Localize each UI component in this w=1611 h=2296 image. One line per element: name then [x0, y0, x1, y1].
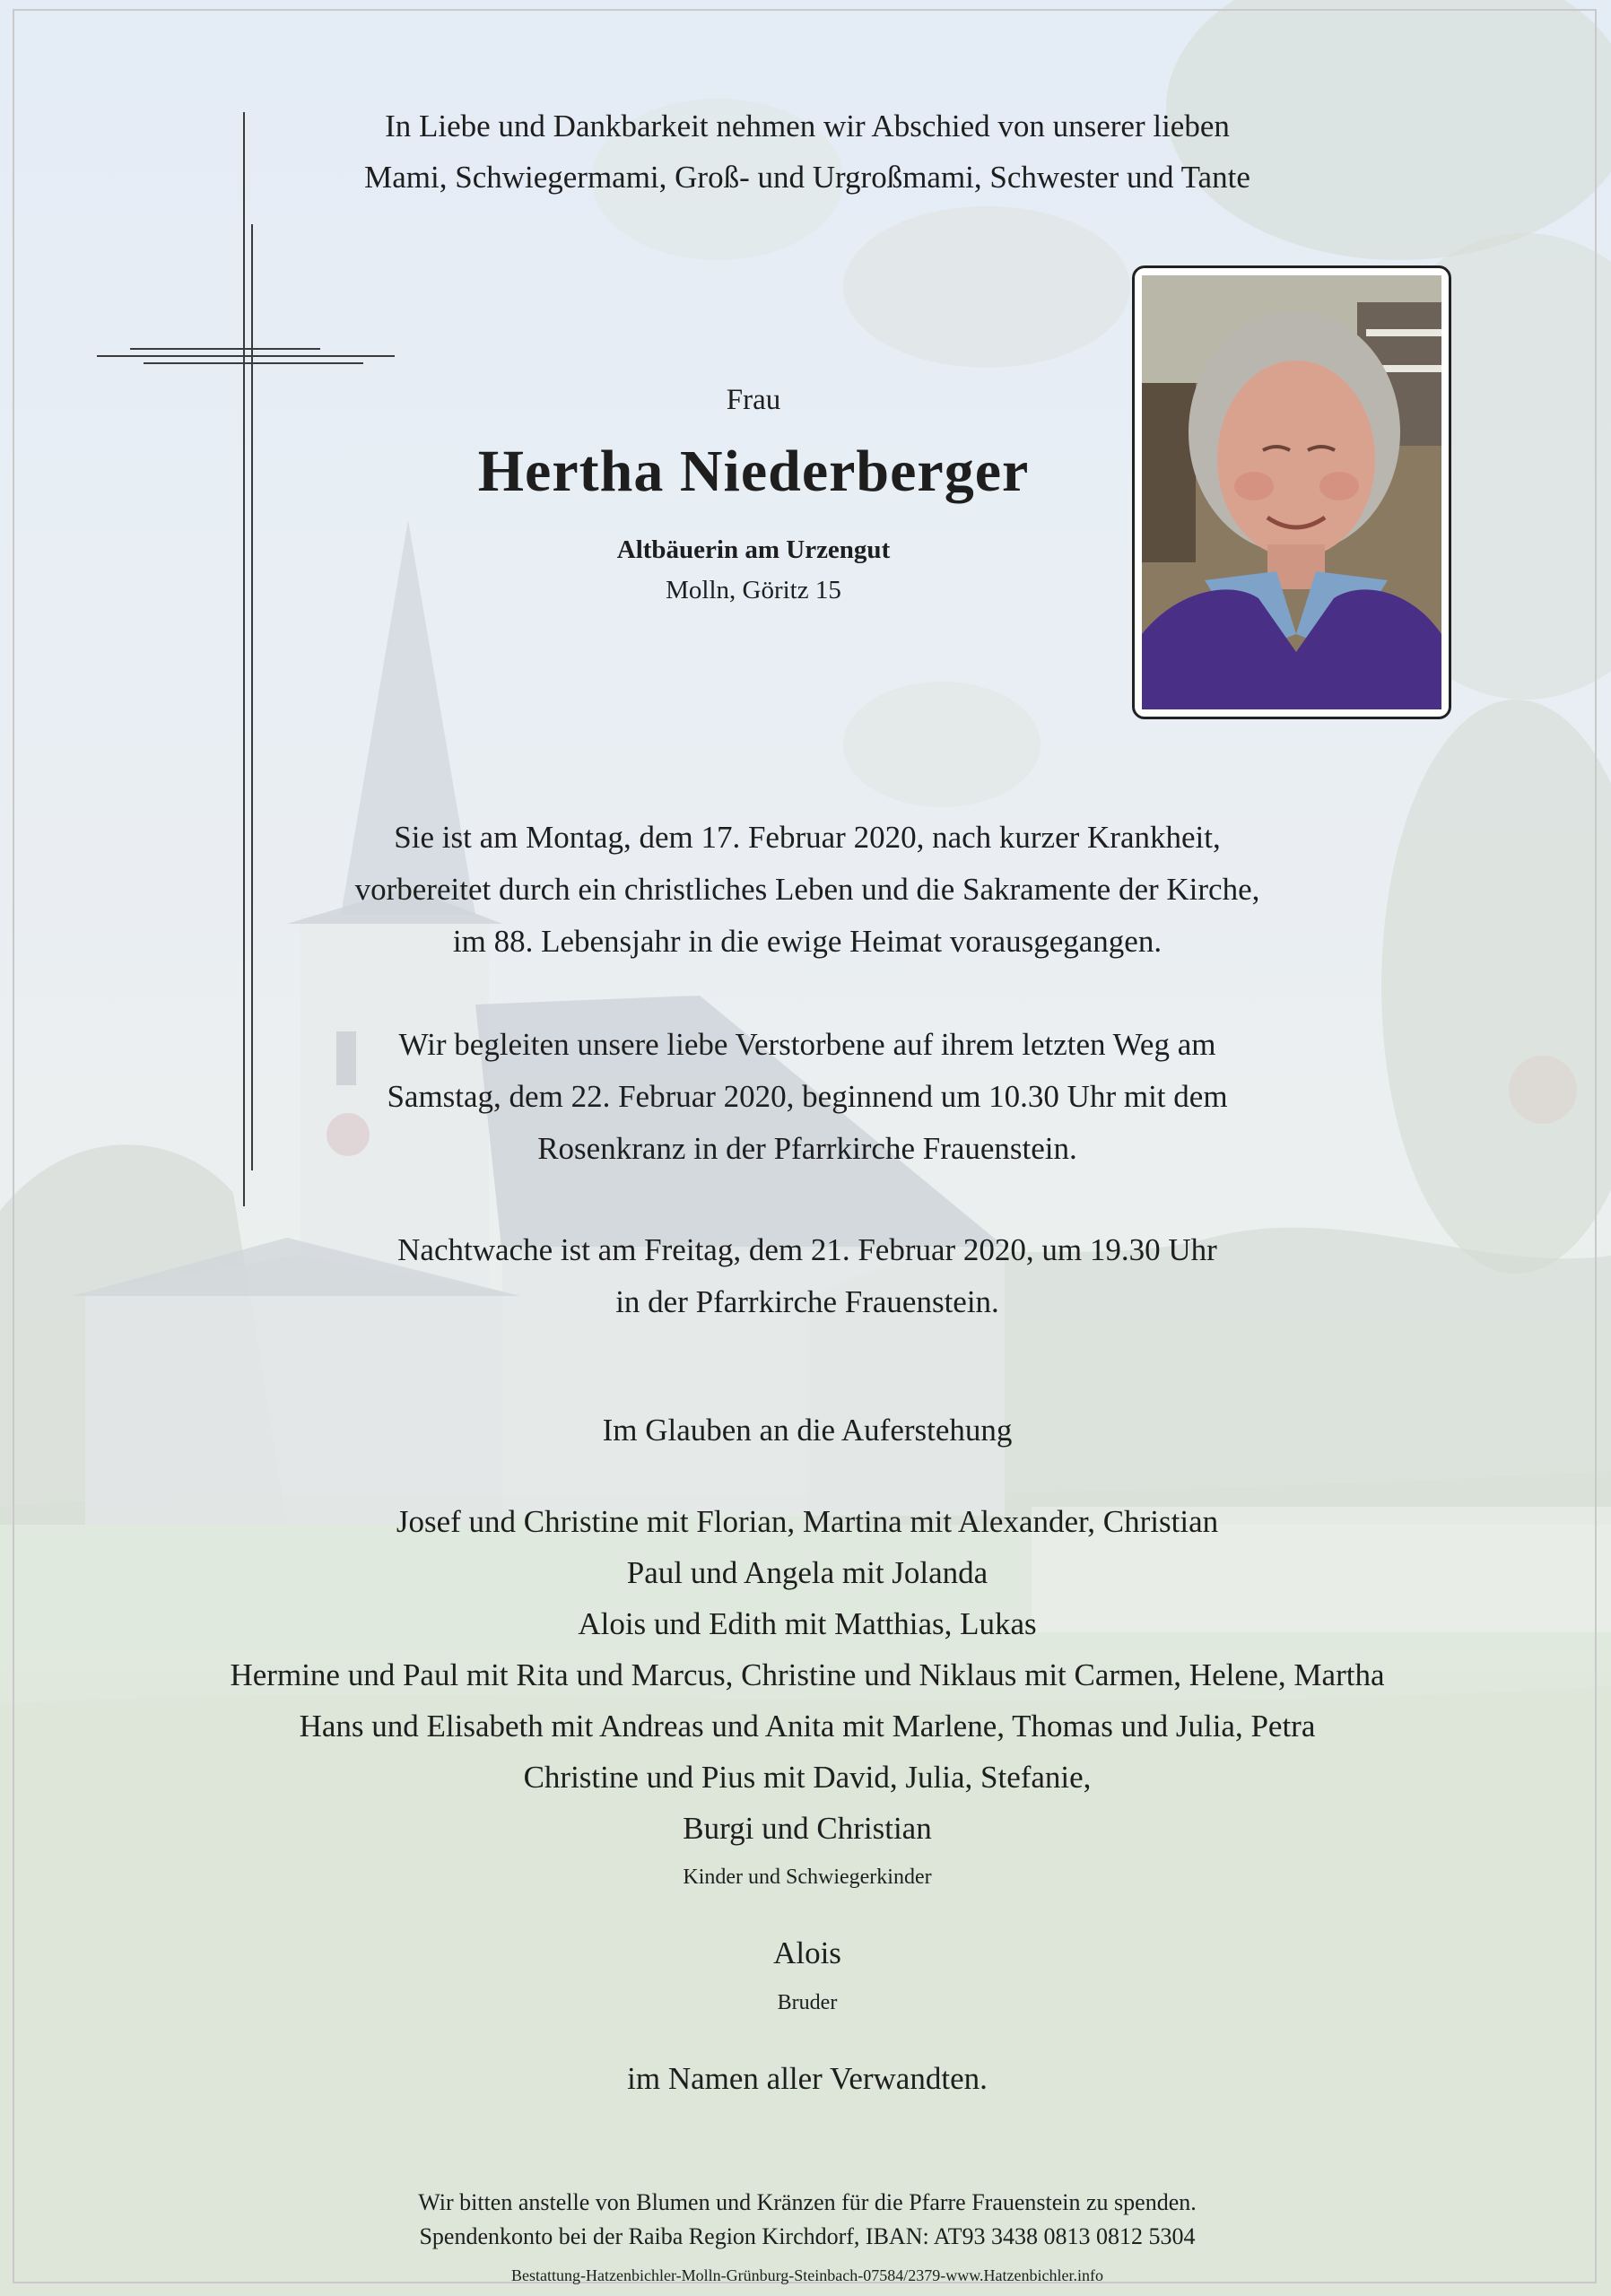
- brother-name: Alois: [773, 1935, 841, 1970]
- closing-line: im Namen aller Verwandten.: [627, 2061, 988, 2096]
- donation-line-2: Spendenkonto bei der Raiba Region Kirchdorf, IBAN: AT93 3438 0813 0812 5304: [419, 2223, 1196, 2249]
- funeral-line-2: Samstag, dem 22. Februar 2020, beginnend um 10.30 Uhr mit dem: [387, 1079, 1228, 1114]
- passing-line-3: im 88. Lebensjahr in die ewige Heimat vorausgegangen.: [452, 924, 1163, 959]
- intro-line-2: Mami, Schwiegermami, Groß- und Urgroßmami, Schwester und Tante: [364, 160, 1250, 195]
- intro-text: [135, 100, 1480, 203]
- funeral-home-credit: Bestattung-Hatzenbichler-Molln-Grünburg-Steinbach-07584/2379-www.Hatzenbichler.info: [511, 2266, 1103, 2284]
- funeral-line-3: Rosenkranz in der Pfarrkirche Frauenstein.: [537, 1131, 1077, 1166]
- mourner-line: Paul und Angela mit Jolanda: [626, 1555, 988, 1590]
- portrait-photo: [1132, 265, 1451, 719]
- deceased-address: Molln, Göritz 15: [666, 576, 841, 604]
- brother-relation: Bruder: [777, 1991, 838, 2014]
- funeral-line-1: Wir begleiten unsere liebe Verstorbene auf ihrem letzten Weg am: [398, 1027, 1216, 1062]
- mourner-line: Burgi und Christian: [683, 1811, 932, 1846]
- deceased-name: Hertha Niederberger: [477, 439, 1030, 504]
- vigil-line-1: Nachtwache ist am Freitag, dem 21. Februar 2020, um 19.30 Uhr: [397, 1232, 1217, 1267]
- donation-request: [179, 2186, 1435, 2254]
- mourners-list: [90, 1496, 1525, 1854]
- funeral-details: [269, 1019, 1345, 1175]
- vigil-line-2: in der Pfarrkirche Frauenstein.: [615, 1284, 999, 1319]
- belief-statement: Im Glauben an die Auferstehung: [602, 1413, 1013, 1448]
- deceased-role: Altbäuerin am Urzengut: [616, 535, 891, 564]
- salutation: Frau: [726, 384, 781, 416]
- donation-line-1: Wir bitten anstelle von Blumen und Kränzen für die Pfarre Frauenstein zu spenden.: [418, 2189, 1197, 2215]
- mourner-line: Josef und Christine mit Florian, Martina mit Alexander, Christian: [396, 1504, 1219, 1539]
- mourner-line: Alois und Edith mit Matthias, Lukas: [578, 1606, 1037, 1641]
- intro-line-1: In Liebe und Dankbarkeit nehmen wir Abschied von unserer lieben: [385, 109, 1230, 144]
- children-relation: Kinder und Schwiegerkinder: [683, 1866, 932, 1889]
- vigil-details: [269, 1224, 1345, 1328]
- passing-announcement: [269, 812, 1345, 968]
- mourner-line: Christine und Pius mit David, Julia, Stefanie,: [523, 1760, 1092, 1795]
- mourner-line: Hermine und Paul mit Rita und Marcus, Christine und Niklaus mit Carmen, Helene, Martha: [230, 1657, 1385, 1692]
- mourner-line: Hans und Elisabeth mit Andreas und Anita mit Marlene, Thomas und Julia, Petra: [299, 1709, 1316, 1744]
- portrait-image: [1142, 275, 1441, 709]
- passing-line-2: vorbereitet durch ein christliches Leben und die Sakramente der Kirche,: [354, 872, 1260, 907]
- passing-line-1: Sie ist am Montag, dem 17. Februar 2020, nach kurzer Krankheit,: [394, 820, 1221, 855]
